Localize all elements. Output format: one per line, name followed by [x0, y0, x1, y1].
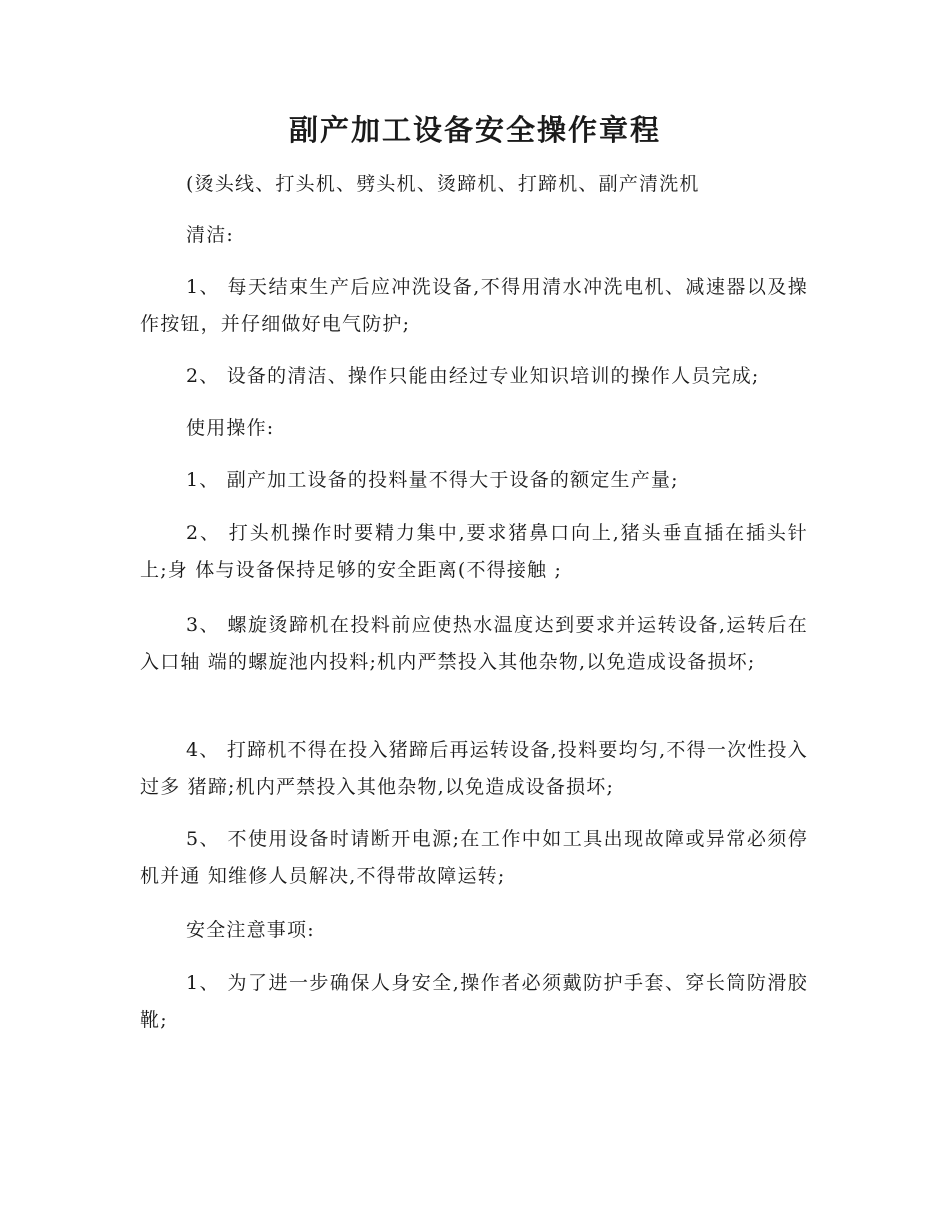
scope-paragraph: (烫头线、打头机、劈头机、烫蹄机、打蹄机、副产清洗机 [186, 173, 700, 195]
section-heading-safety: 安全注意事项: [186, 919, 315, 941]
section-heading-cleaning: 清洁: [186, 224, 235, 246]
page-title: 副产加工设备安全操作章程 [288, 113, 661, 147]
operation-item-5: 5、 不使用设备时请断开电源;在工作中如工具出现故障或异常必须停机并通 知维修人员解决,不得带故障运转; [140, 828, 808, 887]
section-heading-operation: 使用操作: [186, 417, 275, 439]
operation-item-3: 3、 螺旋烫蹄机在投料前应使热水温度达到要求并运转设备,运转后在入口轴 端的螺旋池内投料;机内严禁投入其他杂物,以免造成设备损坏; [140, 614, 808, 673]
operation-item-4: 4、 打蹄机不得在投入猪蹄后再运转设备,投料要均匀,不得一次性投入过多 猪蹄;机内严禁投入其他杂物,以免造成设备损坏; [140, 739, 808, 798]
operation-item-1: 1、 副产加工设备的投料量不得大于设备的额定生产量; [186, 469, 679, 491]
operation-item-2: 2、 打头机操作时要精力集中,要求猪鼻口向上,猪头垂直插在插头针上;身 体与设备保持足够的安全距离(不得接触 ; [140, 522, 808, 581]
cleaning-item-2: 2、 设备的清洁、操作只能由经过专业知识培训的操作人员完成; [186, 365, 760, 387]
cleaning-item-1: 1、 每天结束生产后应冲洗设备,不得用清水冲洗电机、减速器以及操作按钮，并仔细做好电气防护; [140, 276, 808, 335]
safety-item-1: 1、 为了进一步确保人身安全,操作者必须戴防护手套、穿长筒防滑胶靴; [140, 972, 808, 1031]
